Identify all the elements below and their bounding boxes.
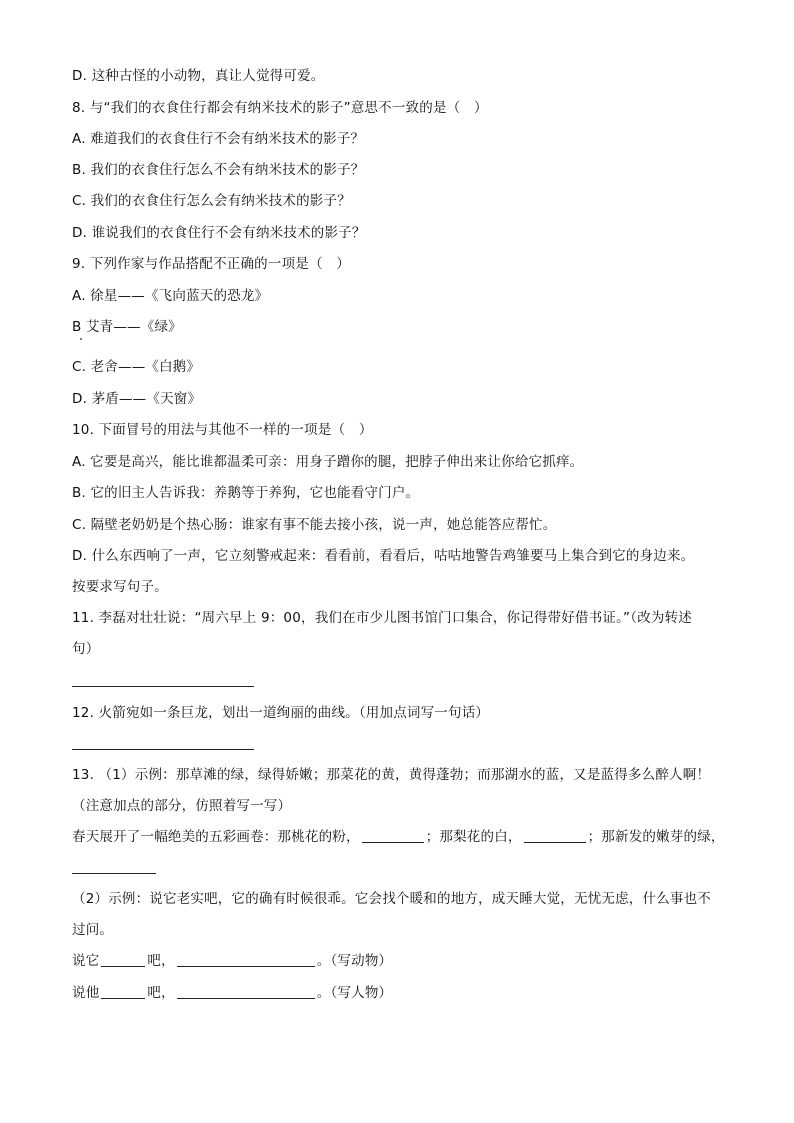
question-10: 10. 下面冒号的用法与其他不一样的一项是（ ） <box>72 422 373 438</box>
fill-person-mid: 吧， <box>147 985 175 1001</box>
fill-animal-start: 说它 <box>72 953 100 969</box>
question-11: 11. 李磊对壮壮说：“周六早上 9：00，我们在市少儿图书馆门口集合，你记得带好借书证。”（改为转述 <box>72 610 693 626</box>
q13-sentence-end: ；那新发的嫩芽的绿， <box>587 829 725 845</box>
fill-person-end: 。（写人物） <box>316 985 393 1001</box>
q8-option-a: A. 难道我们的衣食住行不会有纳米技术的影子？ <box>72 131 365 147</box>
question-12: 12. 火箭宛如一条巨龙，划出一道绚丽的曲线。（用加点词写一句话） <box>72 705 490 721</box>
q10-option-a: A. 它要是高兴，能比谁都温柔可亲：用身子蹭你的腿，把脖子伸出来让你给它抓痒。 <box>72 454 584 470</box>
fill-blank-person-2[interactable] <box>177 984 315 999</box>
fill-line-person <box>72 983 392 1003</box>
fill-animal-end: 。（写动物） <box>316 953 393 969</box>
question-9: 9. 下列作家与作品搭配不正确的一项是（ ） <box>72 256 351 272</box>
q10-option-c: C. 隔壁老奶奶是个热心肠：谁家有事不能去接小孩，说一声，她总能答应帮忙。 <box>72 517 557 533</box>
fill-animal-mid: 吧， <box>147 953 175 969</box>
fill-blank-animal-1[interactable] <box>101 952 145 967</box>
q8-option-d: D. 谁说我们的衣食住行不会有纳米技术的影子？ <box>72 225 366 241</box>
question-13-part2: （2）示例：说它老实吧，它的确有时候很乖。它会找个暖和的地方，成天睡大觉，无忧无虑，什么事也不 <box>72 891 711 907</box>
q9-option-a: A. 徐星——《飞向蓝天的恐龙》 <box>72 288 269 304</box>
q9-option-d: D. 茅盾——《天窗》 <box>72 391 202 407</box>
q8-option-b: B. 我们的衣食住行怎么不会有纳米技术的影子？ <box>72 162 365 178</box>
q9-option-c: C. 老舍——《白鹅》 <box>72 359 201 375</box>
question-8: 8. 与“我们的衣食住行都会有纳米技术的影子”意思不一致的是（ ） <box>72 100 488 116</box>
question-13-part1: 13. （1）示例：那草滩的绿，绿得娇嫩；那菜花的黄，黄得蓬勃；而那湖水的蓝，又是蓝得多么醉人啊！ <box>72 767 711 783</box>
q10-option-d: D. 什么东西响了一声，它立刻警戒起来：看看前，看看后，咕咕地警告鸡雏要马上集合到它的身边来。 <box>72 548 695 564</box>
question-13-sentence <box>72 827 725 847</box>
fill-blank-pear[interactable] <box>524 828 586 843</box>
question-11-cont: 句） <box>72 641 100 657</box>
option-d-prev: D. 这种古怪的小动物，真让人觉得可爱。 <box>72 68 325 84</box>
question-13-note: （注意加点的部分，仿照着写一写） <box>72 798 292 814</box>
q9-option-b: B 艾青——《绿》 <box>72 319 182 335</box>
q10-option-b: B. 它的旧主人告诉我：养鹅等于养狗，它也能看守门户。 <box>72 485 420 501</box>
q13-sentence-start: 春天展开了一幅绝美的五彩画卷：那桃花的粉， <box>72 829 360 845</box>
answer-blank-12[interactable] <box>72 749 254 750</box>
section-heading: 按要求写句子。 <box>72 579 168 595</box>
q8-option-c: C. 我们的衣食住行怎么会有纳米技术的影子？ <box>72 193 351 209</box>
question-13-part2-cont: 过问。 <box>72 922 114 938</box>
fill-line-animal <box>72 951 392 971</box>
fill-blank-person-1[interactable] <box>101 984 145 999</box>
fill-blank-animal-2[interactable] <box>177 952 315 967</box>
fill-blank-sprout[interactable] <box>72 873 156 874</box>
fill-person-start: 说他 <box>72 985 100 1001</box>
fill-blank-peach[interactable] <box>362 828 424 843</box>
answer-blank-11[interactable] <box>72 686 254 687</box>
q13-sentence-mid: ；那梨花的白， <box>425 829 522 845</box>
stray-dot-mark <box>80 338 82 340</box>
